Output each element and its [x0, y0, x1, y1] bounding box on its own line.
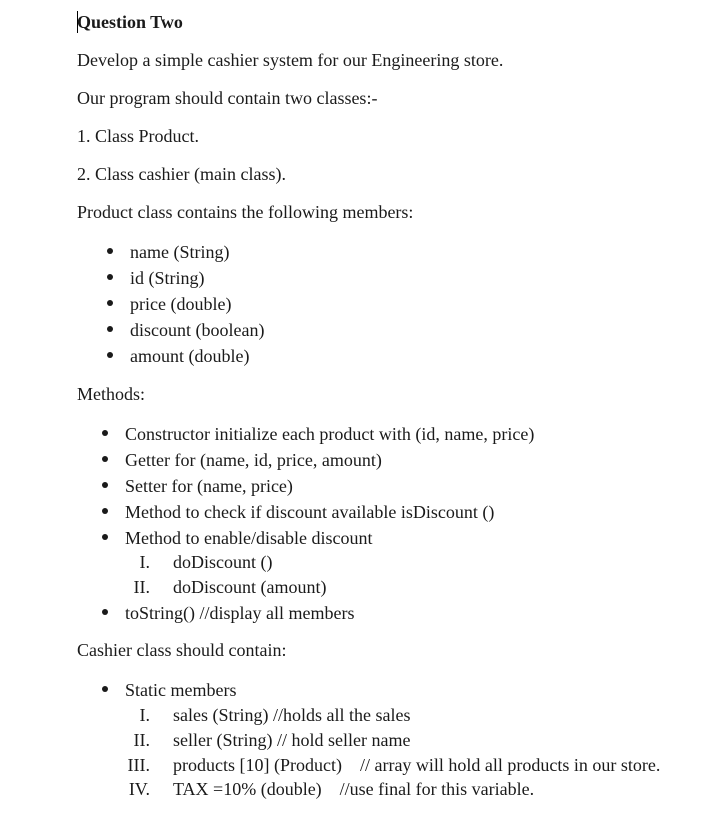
- bullet-icon: [107, 248, 113, 254]
- list-item: Getter for (name, id, price, amount): [125, 450, 382, 470]
- bullet-icon: [102, 430, 108, 436]
- class-list-item: 2. Class cashier (main class).: [77, 164, 286, 184]
- list-item: Method to enable/disable discount: [125, 528, 373, 548]
- list-item: discount (boolean): [130, 320, 265, 340]
- bullet-icon: [107, 352, 113, 358]
- roman-numeral: I.: [139, 552, 150, 572]
- roman-numeral: II.: [133, 730, 150, 750]
- roman-numeral: II.: [133, 577, 150, 597]
- sub-list-item: seller (String) // hold seller name: [173, 730, 411, 750]
- list-item: name (String): [130, 242, 230, 262]
- roman-numeral: I.: [139, 705, 150, 725]
- bullet-icon: [102, 686, 108, 692]
- bullet-icon: [102, 482, 108, 488]
- list-item: id (String): [130, 268, 205, 288]
- bullet-icon: [107, 300, 113, 306]
- intro-paragraph: Develop a simple cashier system for our Engineering store.: [77, 50, 504, 70]
- list-item: toString() //display all members: [125, 603, 355, 623]
- question-heading: Question Two: [77, 12, 183, 32]
- sub-list-item: TAX =10% (double) //use final for this variable.: [173, 779, 535, 799]
- classes-intro: Our program should contain two classes:-: [77, 88, 378, 108]
- cashier-intro: Cashier class should contain:: [77, 640, 287, 660]
- sub-list-item: sales (String) //holds all the sales: [173, 705, 411, 725]
- methods-intro: Methods:: [77, 384, 146, 404]
- list-item: Constructor initialize each product with (id, name, price): [125, 424, 535, 444]
- bullet-icon: [107, 274, 113, 280]
- sub-list-item: doDiscount (amount): [173, 577, 327, 597]
- product-members-intro: Product class contains the following members:: [77, 202, 414, 222]
- sub-list-item: doDiscount (): [173, 552, 273, 572]
- sub-list-item: products [10] (Product) // array will hold all products in our store.: [173, 755, 661, 775]
- list-item: Static members: [125, 680, 237, 700]
- bullet-icon: [102, 508, 108, 514]
- list-item: Method to check if discount available isDiscount (): [125, 502, 495, 522]
- class-list-item: 1. Class Product.: [77, 126, 200, 146]
- roman-numeral: III.: [127, 755, 150, 775]
- list-item: amount (double): [130, 346, 250, 366]
- roman-numeral: IV.: [128, 779, 150, 799]
- list-item: price (double): [130, 294, 232, 314]
- bullet-icon: [107, 326, 113, 332]
- bullet-icon: [102, 609, 108, 615]
- bullet-icon: [102, 456, 108, 462]
- list-item: Setter for (name, price): [125, 476, 293, 496]
- bullet-icon: [102, 534, 108, 540]
